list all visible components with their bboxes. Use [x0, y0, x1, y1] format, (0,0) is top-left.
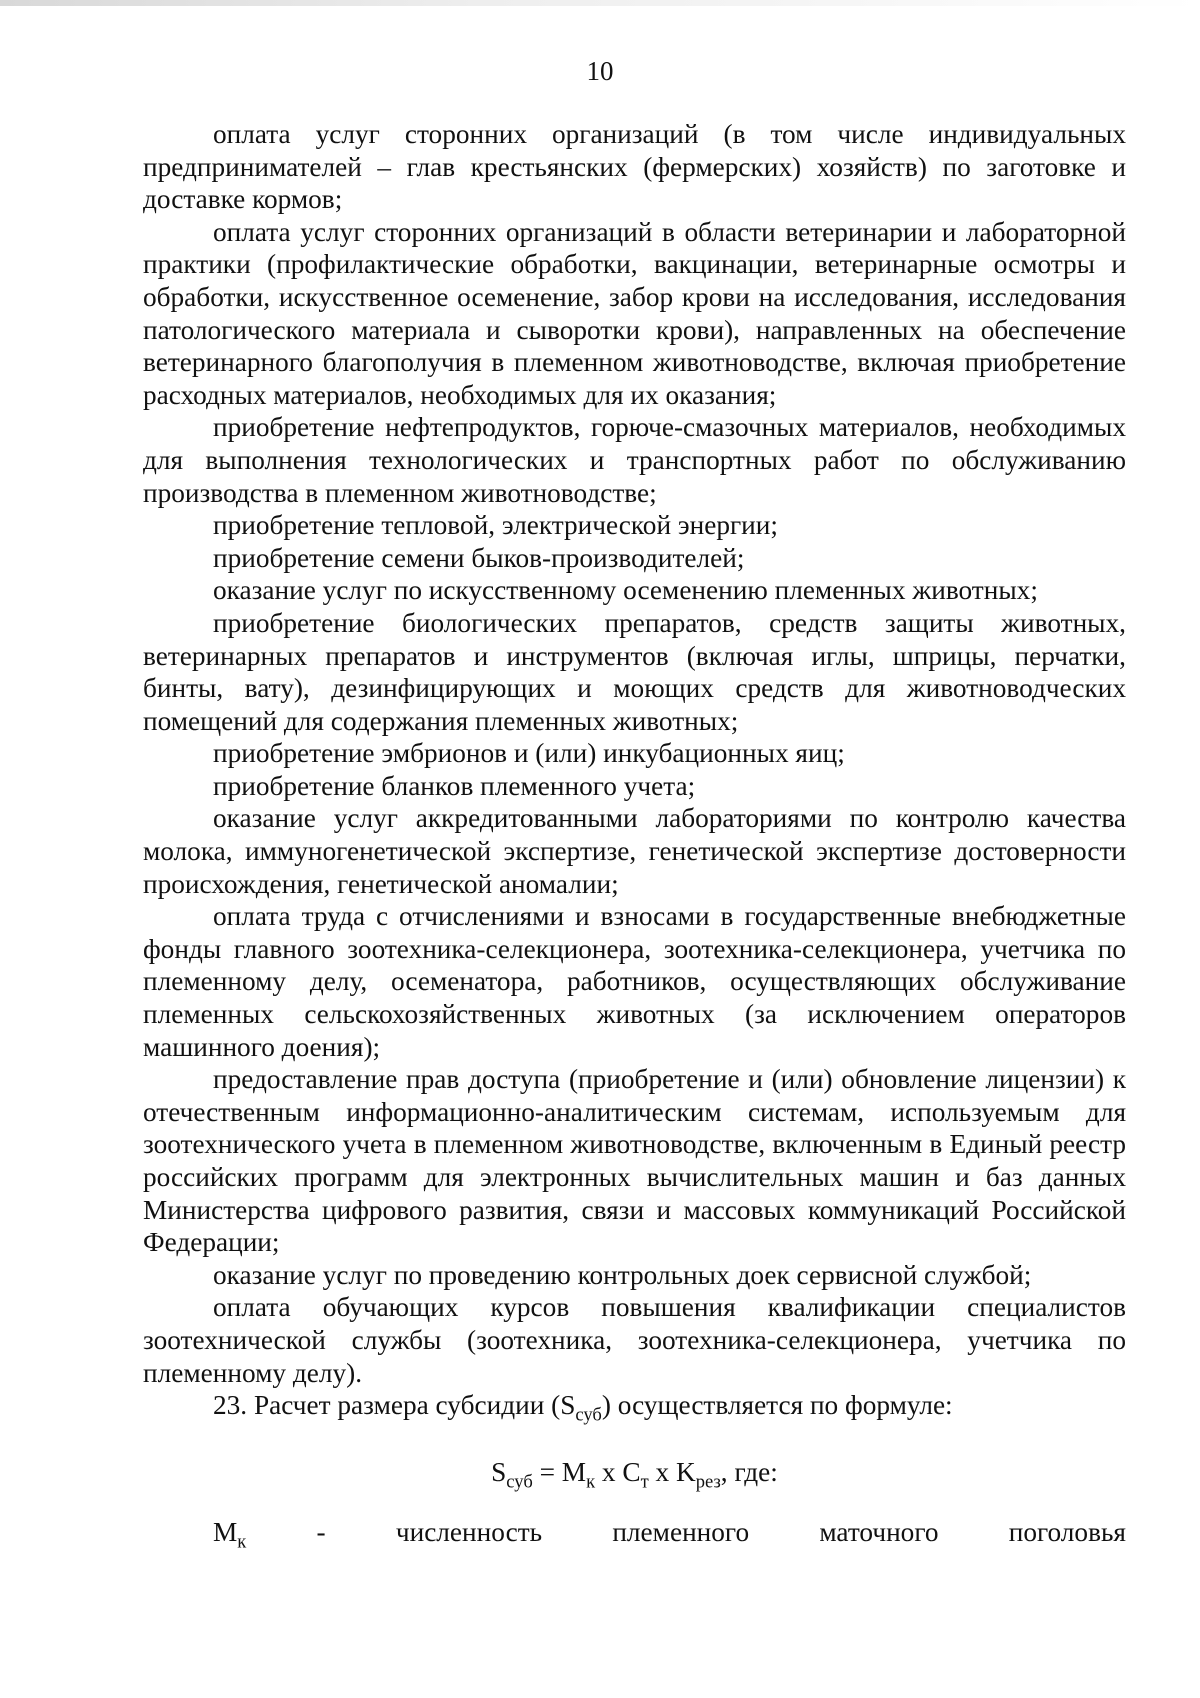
- list-item-biological-preparations: приобретение биологических препаратов, средств защиты животных, ветеринарных препаратов и инструментов (включая иглы, шприцы, перчатки, бинты, вату), дезинфицирующих и моющих средств для животноводческих помещений для содержания племенных животных;: [143, 607, 1126, 736]
- list-item-software-access: предоставление прав доступа (приобретение и (или) обновление лицензии) к отечественным информационно-аналитическим системам, используемым для зоотехнического учета в племенном животноводстве, включенным в Единый реестр российских программ для электронных вычислительных машин и баз данных Министерства цифрового развития, связи и массовых коммуникаций Российской Федерации;: [143, 1064, 1126, 1258]
- list-item-lab-services: оказание услуг аккредитованными лабораториями по контролю качества молока, иммуногенетической экспертизе, генетической экспертизе достоверности происхождения, генетической аномалии;: [143, 803, 1126, 899]
- definition-symbol: [213, 1516, 247, 1553]
- definition-word-4: поголовья: [1008, 1516, 1126, 1547]
- section-23-before: 23. Расчет размера субсидии (S: [213, 1390, 576, 1421]
- definition-symbol-letter: M: [213, 1516, 238, 1547]
- formula-s: S: [491, 1456, 507, 1487]
- section-23-after: ) осуществляется по формуле:: [601, 1390, 953, 1421]
- list-item-training-courses: оплата обучающих курсов повышения квалификации специалистов зоотехнической службы (зоотехника, зоотехника-селекционера, учетчика по племенному делу).: [143, 1292, 1126, 1388]
- formula-x-c: x C: [595, 1456, 641, 1487]
- formula-eq-m: = M: [532, 1456, 587, 1487]
- definition-word-2: племенного: [612, 1516, 750, 1547]
- list-item-milking-control: оказание услуг по проведению контрольных доек сервисной службой;: [213, 1259, 1032, 1290]
- definition-word-3: маточного: [819, 1516, 939, 1547]
- formula-m-subscript: к: [586, 1471, 596, 1493]
- section-23-subscript: суб: [575, 1404, 602, 1426]
- list-item-veterinary-services: оплата услуг сторонних организаций в области ветеринарии и лабораторной практики (профилактические обработки, вакцинации, ветеринарные осмотры и обработки, искусственное осеменение, забор крови на исследования, исследования патологического материала и сыворотки крови), направленных на обеспечение ветеринарного благополучия в племенном животноводстве, включая приобретение расходных материалов, необходимых для их оказания;: [143, 216, 1126, 410]
- list-item-embryos-eggs: приобретение эмбрионов и (или) инкубационных яиц;: [213, 738, 845, 769]
- list-item-energy: приобретение тепловой, электрической энергии;: [213, 510, 778, 541]
- list-item-forms: приобретение бланков племенного учета;: [213, 770, 696, 801]
- list-item-feed-procurement: оплата услуг сторонних организаций (в том числе индивидуальных предпринимателей – глав крестьянских (фермерских) хозяйств) по заготовке и доставке кормов;: [143, 119, 1126, 215]
- formula-s-subscript: суб: [506, 1471, 533, 1493]
- subsidy-formula: [143, 1446, 1126, 1498]
- definition-dash: -: [316, 1516, 326, 1547]
- formula-x-k: x K: [648, 1456, 696, 1487]
- definition-line: [143, 1516, 1126, 1553]
- formula-k-subscript: рез: [695, 1471, 721, 1493]
- formula-tail: , где:: [720, 1456, 778, 1487]
- page-number: 10: [586, 56, 614, 86]
- section-23-paragraph: [143, 1389, 1126, 1426]
- definition-word-1: численность: [395, 1516, 543, 1547]
- list-item-bull-semen: приобретение семени быков-производителей;: [213, 542, 745, 573]
- definition-symbol-subscript: к: [237, 1531, 247, 1553]
- list-item-wages: оплата труда с отчислениями и взносами в государственные внебюджетные фонды главного зоотехника-селекционера, зоотехника-селекционера, учетчика по племенному делу, осеменатора, работников, осуществляющих обслуживание племенных сельскохозяйственных животных (за исключением операторов машинного доения);: [143, 901, 1126, 1062]
- scan-edge-artifact: [0, 0, 1200, 6]
- formula-c-subscript: т: [640, 1471, 649, 1493]
- document-body: [143, 118, 1126, 1553]
- list-item-insemination: оказание услуг по искусственному осеменению племенных животных;: [213, 575, 1038, 606]
- list-item-fuel-lubricants: приобретение нефтепродуктов, горюче-смазочных материалов, необходимых для выполнения технологических и транспортных работ по обслуживанию производства в племенном животноводстве;: [143, 412, 1126, 508]
